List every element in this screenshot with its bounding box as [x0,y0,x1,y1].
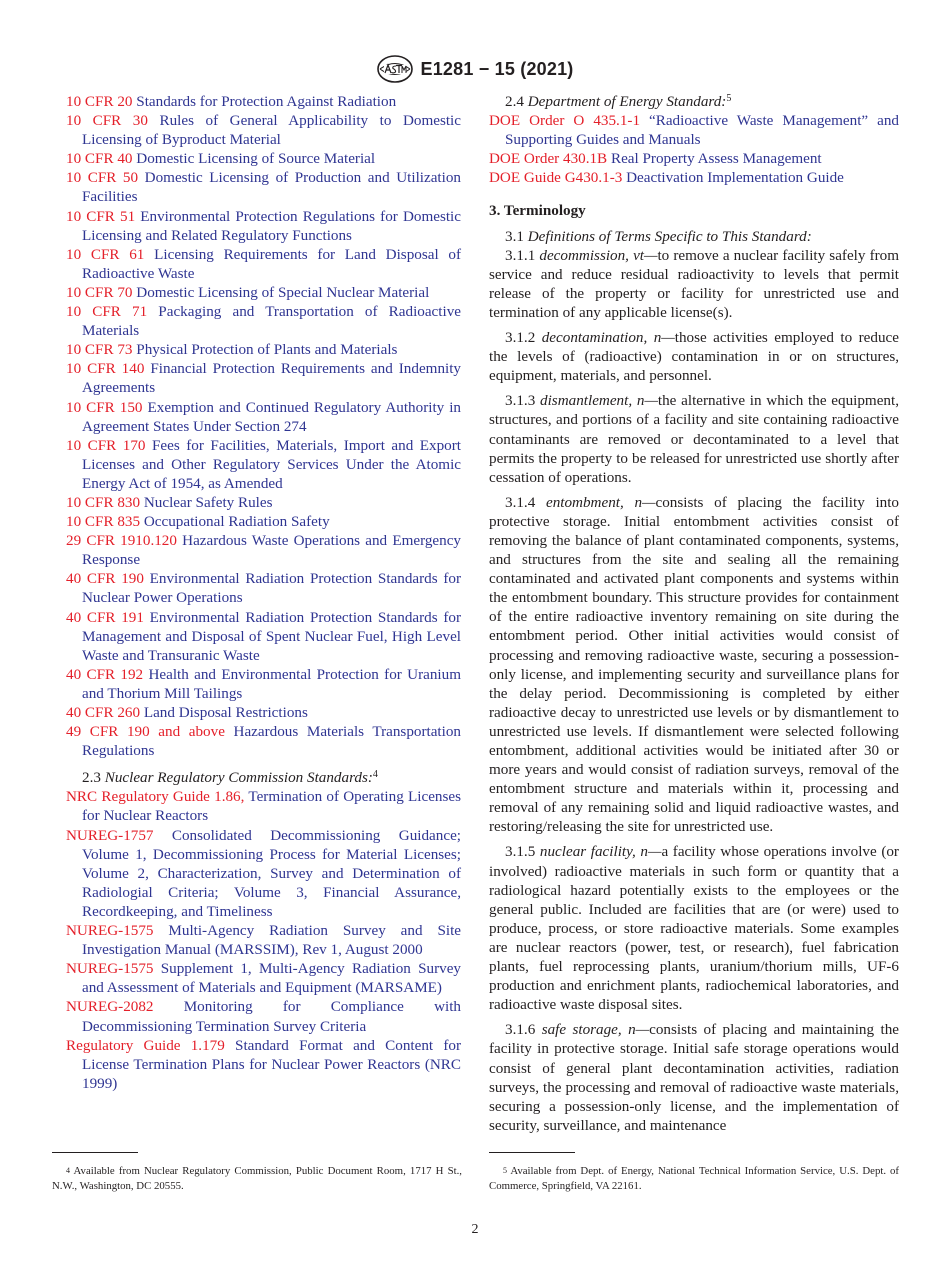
reference-title[interactable]: Standards for Protection Against Radiation [136,93,397,110]
term-text: those activities employed to reduce the levels of (radioactive) contamination in or on structures, equipment, materials, and personnel. [489,329,899,385]
reference-title[interactable]: Licensing Requirements for Land Disposal of Radioactive Waste [82,245,461,282]
reference-entry[interactable] [66,665,461,703]
reference-title[interactable]: Domestic Licensing of Special Nuclear Material [136,283,430,301]
term-number: 3.1.1 [505,246,536,264]
footnote-rule-left [52,1152,138,1153]
reference-code[interactable]: DOE Guide G430.1-3 [489,169,623,187]
reference-code[interactable]: 40 CFR 191 [66,608,144,626]
term-name: safe storage, n— [541,1021,650,1039]
reference-title[interactable]: Consolidated Decommissioning Guidance; Volume 1, Decommissioning Process for Material Licenses; Volume 2, Characterization, Survey and Determination of Radiologial Criteria; Volume 3, Financial Assurance, Recordkeeping, and Timeliness [82,826,461,920]
term-name: dismantlement, n— [540,392,658,410]
reference-code[interactable]: 40 CFR 260 [66,704,141,721]
reference-title[interactable]: Termination of Operating Licenses for Nuclear Reactors [82,788,461,825]
reference-title[interactable]: Hazardous Waste Operations and Emergency Response [82,532,461,569]
section-title: 3. Terminology [489,202,586,220]
reference-code[interactable]: 10 CFR 61 [66,245,145,263]
reference-title[interactable]: Financial Protection Requirements and Indemnity Agreements [82,360,461,397]
reference-title[interactable]: Deactivation Implementation Guide [626,169,844,187]
term-number: 3.1.4 [505,493,536,511]
reference-entry[interactable] [66,959,461,997]
reference-entry[interactable] [66,168,461,206]
reference-entry[interactable] [66,493,461,512]
reference-code[interactable]: NUREG-1575 [66,922,154,940]
reference-code[interactable]: NUREG-2082 [66,998,154,1016]
reference-entry[interactable] [66,921,461,959]
reference-entry[interactable] [489,168,899,187]
reference-code[interactable]: Regulatory Guide 1.179 [66,1036,225,1054]
reference-title[interactable]: Real Property Assess Management [610,150,822,168]
term-text: to remove a nuclear facility safely from service and reduce residual radioactivity to levels that permit release of the property or facility for unrestricted use and termination of any applicable license(s). [489,246,899,321]
term-definition [489,1020,899,1135]
term-number: 3.1.5 [505,843,536,861]
reference-code[interactable]: 10 CFR 20 [66,93,133,110]
reference-code[interactable]: 10 CFR 71 [66,303,148,321]
reference-entry[interactable] [66,608,461,665]
term-name: nuclear facility, n— [539,843,662,861]
reference-title[interactable]: Supplement 1, Multi-Agency Radiation Survey and Assessment of Materials and Equipment (MARSAME) [82,960,461,997]
reference-code[interactable]: 29 CFR 1910.120 [66,532,177,550]
reference-title[interactable]: Domestic Licensing of Production and Utilization Facilities [82,169,461,206]
reference-code[interactable]: 10 CFR 835 [66,513,141,531]
term-text: the alternative in which the equipment, structures, and portions of a facility and site containing radioactive contaminants are removed or decontaminated to a level that permits the property to be released for unrestricted use shortly after cessation of operations. [489,392,899,486]
reference-code[interactable]: 10 CFR 140 [66,360,145,378]
reference-entry[interactable] [66,302,461,340]
reference-title[interactable]: Hazardous Materials Transportation Regulations [82,723,461,760]
astm-logo-icon [376,54,414,84]
reference-entry[interactable] [489,111,899,149]
reference-title[interactable]: Environmental Radiation Protection Standards for Nuclear Power Operations [82,570,461,607]
reference-entry[interactable] [66,245,461,283]
reference-title[interactable]: Packaging and Transportation of Radioactive Materials [82,303,461,340]
reference-entry[interactable] [66,359,461,397]
doe-reference-list [489,111,899,187]
term-definition [489,493,899,837]
reference-entry[interactable] [66,436,461,493]
reference-entry[interactable] [66,512,461,531]
reference-code[interactable]: NUREG-1757 [66,826,154,844]
reference-title[interactable]: Environmental Radiation Protection Standards for Management and Disposal of Spent Nuclear Fuel, High Level Waste and Transuranic Waste [82,608,461,664]
reference-entry[interactable] [66,703,461,722]
term-text: consists of placing and maintaining the facility in protective storage. Initial safe storage operations would consist of general plant decontamination activities, radiation surveys, the processing and removal of radioactive waste materials, securing a possession-only license, and the implementation of security, surveillance, and maintenance [489,1021,899,1134]
term-name: entombment, n— [545,493,656,511]
page-header [0,52,950,86]
reference-entry[interactable] [66,398,461,436]
reference-code[interactable]: 10 CFR 170 [66,436,146,454]
reference-code[interactable]: DOE Order 430.1B [489,150,608,168]
reference-code[interactable]: 40 CFR 190 [66,570,144,588]
reference-entry[interactable] [489,149,899,168]
nrc-reference-list [66,787,461,1093]
reference-title[interactable]: Domestic Licensing of Source Material [136,150,376,168]
reference-title[interactable]: Physical Protection of Plants and Materials [136,341,398,359]
reference-title[interactable]: Multi-Agency Radiation Survey and Site Investigation Manual (MARSSIM), Rev 1, August 2000 [82,922,461,959]
term-number: 3.1.6 [505,1021,536,1039]
reference-code[interactable]: 10 CFR 50 [66,169,139,187]
reference-entry[interactable] [66,207,461,245]
term-text: consists of placing the facility into protective storage. Initial entombment activities consist of removing the balance of plant contaminated components, systems, and structures from the site and sealing all the remaining contaminated and activated plant components and systems within the entombment boundary. This structure provides for containment of the entire radioactive inventory remaining on site during the entombment period. Other initial activities would consist of processing and removing radioactive waste, securing a possession-only license, and implementing security and surveillance plans for the delay period. Decommissioning is completed by either radioactive decay to unrestricted use levels or by dismantlement to unrestricted use levels. If dismantlement were selected following entombment, additional activities would be initiated after 30 or more years and would consist of radiation surveys, removal of the entombment structure and materials within it, processing and removal of any remaining solid and liquid radioactive wastes, and restoring/releasing the site for unrestricted use. [489,493,900,836]
term-number: 3.1.2 [505,329,536,347]
reference-code[interactable]: DOE Order O 435.1-1 [489,112,641,130]
reference-title[interactable]: Nuclear Safety Rules [143,493,273,511]
term-definition [489,246,899,322]
term-name: decommission, vt— [539,246,658,264]
reference-code[interactable]: 40 CFR 192 [66,665,144,683]
reference-entry[interactable] [66,826,461,921]
cfr-reference-list [66,92,461,760]
term-definition [489,328,899,385]
reference-title[interactable]: Occupational Radiation Safety [143,513,330,531]
right-column [489,92,899,1141]
reference-title[interactable]: Environmental Protection Regulations for Domestic Licensing and Related Regulatory Functions [82,207,461,244]
reference-code[interactable]: 10 CFR 30 [66,112,148,130]
reference-entry[interactable] [66,531,461,569]
reference-title[interactable]: “Radioactive Waste Management” and Supporting Guides and Manuals [505,112,899,149]
doe-standard-heading: 2.4 Department of Energy Standard:$^5$ [505,93,732,110]
reference-code[interactable]: NRC Regulatory Guide 1.86, [66,788,245,806]
reference-code[interactable]: 10 CFR 40 [66,150,133,168]
reference-title[interactable]: Fees for Facilities, Materials, Import and Export Licenses and Other Regulatory Services Under the Atomic Energy Act of 1954, as Amended [82,436,461,492]
reference-title[interactable]: Standard Format and Content for License Termination Plans for Nuclear Power Reactors (NRC 1999) [82,1036,461,1092]
left-column [66,92,461,1093]
reference-code[interactable]: 10 CFR 51 [66,207,136,225]
term-definitions [489,246,899,1135]
term-name: decontamination, n— [541,329,675,347]
reference-code[interactable]: 10 CFR 73 [66,341,133,359]
reference-code[interactable]: 10 CFR 70 [66,283,133,301]
reference-title[interactable]: Health and Environmental Protection for Uranium and Thorium Mill Tailings [82,665,461,702]
term-definition [489,842,899,1014]
reference-entry[interactable] [66,149,461,168]
definitions-heading: 3.1 Definitions of Terms Specific to This Standard: [505,227,812,245]
reference-title[interactable]: Exemption and Continued Regulatory Authority in Agreement States Under Section 274 [82,398,461,435]
footnote-5: $^5$ Available from Dept. of Energy, National Technical Information Service, U.S. Dept. of Commerce, Springfield, VA 22161. [489,1165,899,1192]
reference-entry[interactable] [66,111,461,149]
reference-entry[interactable] [66,340,461,359]
nrc-standards-heading: 2.3 Nuclear Regulatory Commission Standards:$^4$ [82,769,378,787]
reference-title[interactable]: Land Disposal Restrictions [143,704,308,721]
term-text: a facility whose operations involve (or involved) radioactive materials in such form or quantity that a radiological hazard potentially exists to the employees or the general public. Included are facilities that are (or were) used to produce, process, or store radioactive materials. Some examples are nuclear reactors (power, test, or research), fuel fabrication plants, fuel reprocessing plants, uranium/thorium mills, UF-6 production and enrichment plants, radiochemical laboratories, and radioactive waste disposal sites. [489,843,899,1014]
reference-entry[interactable] [66,997,461,1035]
footnote-4: $^4$ Available from Nuclear Regulatory Commission, Public Document Room, 1717 H St., N.W., Washington, DC 20555. [52,1165,462,1192]
reference-title[interactable]: Rules of General Applicability to Domestic Licensing of Byproduct Material [82,112,461,149]
reference-entry[interactable] [66,787,461,825]
reference-entry[interactable] [66,1036,461,1093]
reference-code[interactable]: NUREG-1575 [66,960,154,978]
reference-code[interactable]: 10 CFR 150 [66,398,143,416]
document-designation: E1281 − 15 (2021) [420,58,574,79]
term-number: 3.1.3 [505,392,536,410]
reference-entry[interactable] [66,722,461,760]
term-definition [489,391,899,486]
page-number: 2 [471,1222,479,1237]
reference-entry[interactable] [66,569,461,607]
reference-code[interactable]: 49 CFR 190 and above [66,723,225,741]
reference-entry[interactable] [66,283,461,302]
reference-title[interactable]: Monitoring for Compliance with Decommissioning Termination Survey Criteria [82,998,461,1035]
reference-code[interactable]: 10 CFR 830 [66,493,141,511]
reference-entry[interactable] [66,92,461,111]
footnote-rule-right [489,1152,575,1153]
